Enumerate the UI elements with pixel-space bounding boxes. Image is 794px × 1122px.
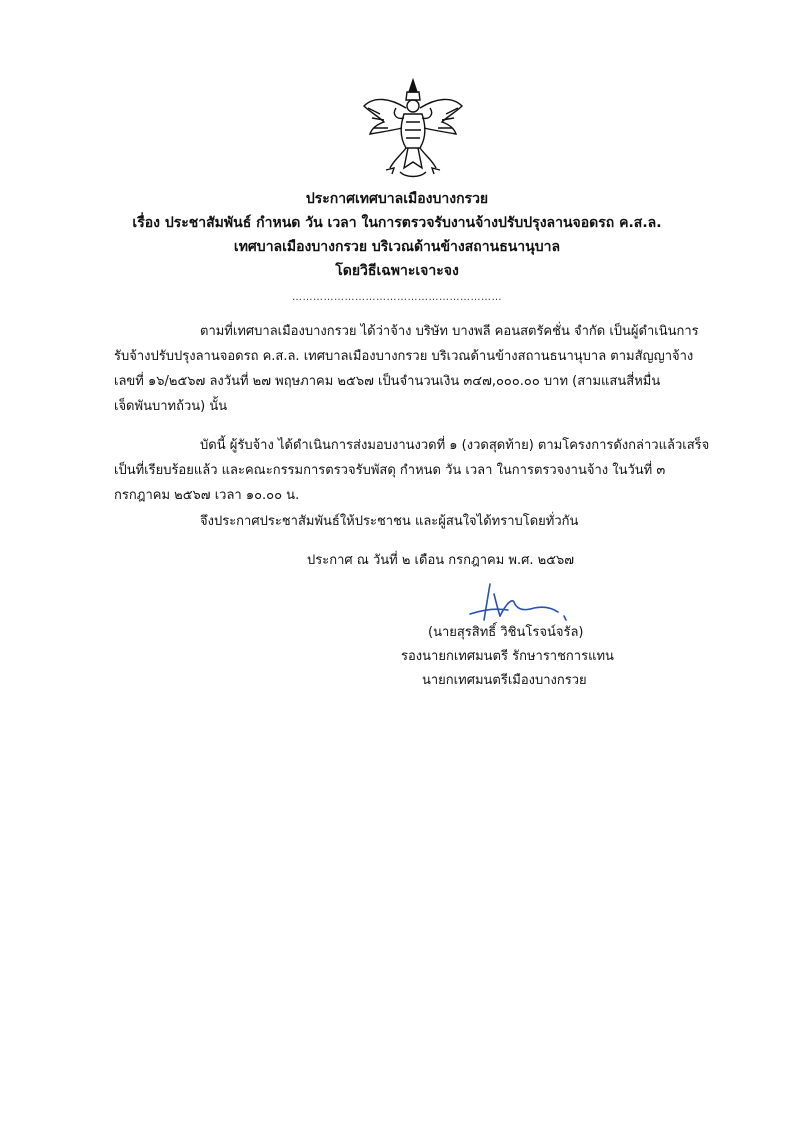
paragraph-2-line-2: เป็นที่เรียบร้อยแล้ว และคณะกรรมการตรวจรับพัสดุ กำหนด วัน เวลา ในการตรวจงานจ้าง ในวันที่ ๓ — [114, 463, 666, 478]
paragraph-1-line-2: รับจ้างปรับปรุงลานจอดรถ ค.ส.ล. เทศบาลเมืองบางกรวย บริเวณด้านข้างสถานธนานุบาล ตามสัญญาจ้าง — [114, 349, 694, 364]
announcement-date: ประกาศ ณ วันที่ ๒ เดือน กรกฎาคม พ.ศ. ๒๕๖๗ — [307, 553, 575, 568]
subject-line-2: เทศบาลเมืองบางกรวย บริเวณด้านข้างสถานธนานุบาล — [233, 239, 561, 255]
signatory-title-2: นายกเทศมนตรีเมืองบางกรวย — [422, 673, 587, 688]
paragraph-3: จึงประกาศประชาสัมพันธ์ให้ประชาชน และผู้สนใจได้ทราบโดยทั่วกัน — [200, 514, 579, 529]
signatory-name: (นายสุรสิทธิ์ วิชินโรจน์จรัล) — [428, 625, 584, 640]
paragraph-2-line-1: บัดนี้ ผู้รับจ้าง ได้ดำเนินการส่งมอบงานงวดที่ ๑ (งวดสุดท้าย) ตามโครงการดังกล่าวแล้วเสร็จ — [200, 438, 710, 453]
garuda-emblem — [360, 78, 466, 182]
subject-line: เรื่อง ประชาสัมพันธ์ กำหนด วัน เวลา ในการตรวจรับงานจ้างปรับปรุงลานจอดรถ ค.ส.ล. — [132, 215, 662, 231]
signatory-title-1: รองนายกเทศมนตรี รักษาราชการแทน — [401, 649, 614, 664]
paragraph-1-line-1: ตามที่เทศบาลเมืองบางกรวย ได้ว่าจ้าง บริษัท บางพลี คอนสตรัคชั่น จำกัด เป็นผู้ดำเนินการ — [200, 324, 699, 339]
announcement-title: ประกาศเทศบาลเมืองบางกรวย — [305, 191, 489, 207]
handwritten-signature — [462, 580, 572, 630]
subject-line-3: โดยวิธีเฉพาะเจาะจง — [335, 263, 459, 279]
paragraph-2-line-3: กรกฎาคม ๒๕๖๗ เวลา ๑๐.๐๐ น. — [114, 488, 300, 503]
paragraph-1-line-4: เจ็ดพันบาทถ้วน) นั้น — [114, 399, 228, 414]
separator-dots: …………………………………………………… — [292, 292, 502, 303]
paragraph-1-line-3: เลขที่ ๑๖/๒๕๖๗ ลงวันที่ ๒๗ พฤษภาคม ๒๕๖๗ เป็นจำนวนเงิน ๓๔๗,๐๐๐.๐๐ บาท (สามแสนสี่หมื่น — [114, 374, 661, 389]
